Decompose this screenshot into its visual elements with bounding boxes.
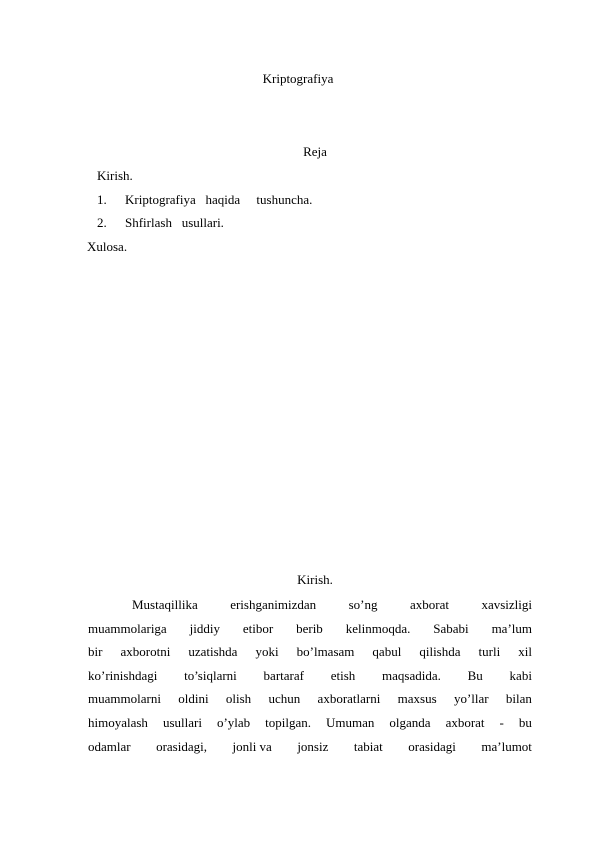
toc-item-number: 1. (97, 192, 107, 207)
paragraph-word: topilgan. (265, 714, 312, 730)
paragraph-word: kelinmoqda. (345, 620, 411, 636)
toc-item-number: 2. (97, 215, 107, 230)
paragraph-word: kabi (509, 667, 532, 683)
toc-item (97, 192, 312, 208)
toc-item-text: Shfirlash usullari. (125, 215, 224, 230)
paragraph-line (88, 593, 532, 617)
paragraph-word: oldini (178, 691, 209, 707)
paragraph-word: bo’lmasam (296, 644, 355, 660)
paragraph-word: axboratlarni (317, 691, 381, 707)
paragraph-word: Mustaqillika (132, 597, 198, 612)
paragraph-line (88, 687, 532, 711)
toc-heading: Reja (303, 144, 327, 159)
paragraph-word: Bu (467, 667, 483, 683)
paragraph-word: axborotni (120, 644, 171, 660)
paragraph-line (88, 617, 532, 641)
paragraph-word: bartaraf (263, 667, 304, 683)
paragraph-word: qabul (372, 644, 402, 660)
paragraph-word: to’siqlarni (184, 667, 237, 683)
paragraph-line (88, 711, 532, 735)
paragraph-word: himoyalash (88, 714, 148, 730)
paragraph-word: uzatishda (188, 644, 238, 660)
paragraph-word: etibor (242, 620, 274, 636)
paragraph-word: jiddiy (189, 620, 220, 636)
paragraph-word: qilishda (419, 644, 461, 660)
paragraph-word: olish (225, 691, 252, 707)
paragraph-word: bir (88, 644, 103, 660)
paragraph-word: usullari (162, 714, 202, 730)
paragraph-word: axborat (409, 597, 449, 612)
paragraph-word: muammolarni (88, 691, 161, 707)
paragraph-word: o’ylab (216, 714, 251, 730)
paragraph-word: ma’lum (491, 620, 532, 636)
paragraph-word: maqsadida. (382, 667, 441, 683)
paragraph-word: muammolariga (88, 620, 167, 636)
paragraph-word: Sababi (433, 620, 469, 636)
paragraph-word: uchun (268, 691, 301, 707)
paragraph-word: xavsizligi (481, 597, 532, 612)
paragraph-word: jonli va (232, 738, 272, 754)
toc-intro: Kirish. (97, 168, 133, 183)
document-title: Kriptografiya (262, 71, 334, 86)
paragraph-word: xil (518, 644, 532, 660)
paragraph-word: maxsus (397, 691, 437, 707)
paragraph-word: orasidagi (408, 738, 456, 754)
paragraph-word: - (499, 714, 504, 730)
paragraph-word: ko’rinishdagi (88, 667, 158, 683)
paragraph-word: bilan (505, 691, 532, 707)
toc-item (97, 215, 224, 231)
paragraph-word: berib (296, 620, 323, 636)
paragraph-word: turli (478, 644, 501, 660)
paragraph-word: olganda (389, 714, 431, 730)
paragraph-line (88, 640, 532, 664)
paragraph-word: ma’lumot (481, 738, 532, 754)
paragraph-word: jonsiz (297, 738, 329, 754)
section-paragraph (88, 593, 532, 758)
paragraph-word: tabiat (353, 738, 383, 754)
paragraph-word: yo’llar (453, 691, 489, 707)
paragraph-word: Umuman (326, 714, 375, 730)
paragraph-word: axborat (445, 714, 485, 730)
toc-conclusion: Xulosa. (87, 239, 128, 254)
paragraph-word: bu (518, 714, 532, 730)
paragraph-word: odamlar (88, 738, 131, 754)
paragraph-word: so’ng (348, 597, 378, 612)
paragraph-word: etish (330, 667, 356, 683)
paragraph-word: yoki (255, 644, 279, 660)
toc-item-text: Kriptografiya haqida tushuncha. (125, 192, 313, 207)
paragraph-word: orasidagi, (156, 738, 207, 754)
paragraph-word: erishganimizdan (230, 597, 317, 612)
paragraph-line (88, 664, 532, 688)
section-heading: Kirish. (297, 572, 333, 587)
paragraph-line (88, 735, 532, 759)
